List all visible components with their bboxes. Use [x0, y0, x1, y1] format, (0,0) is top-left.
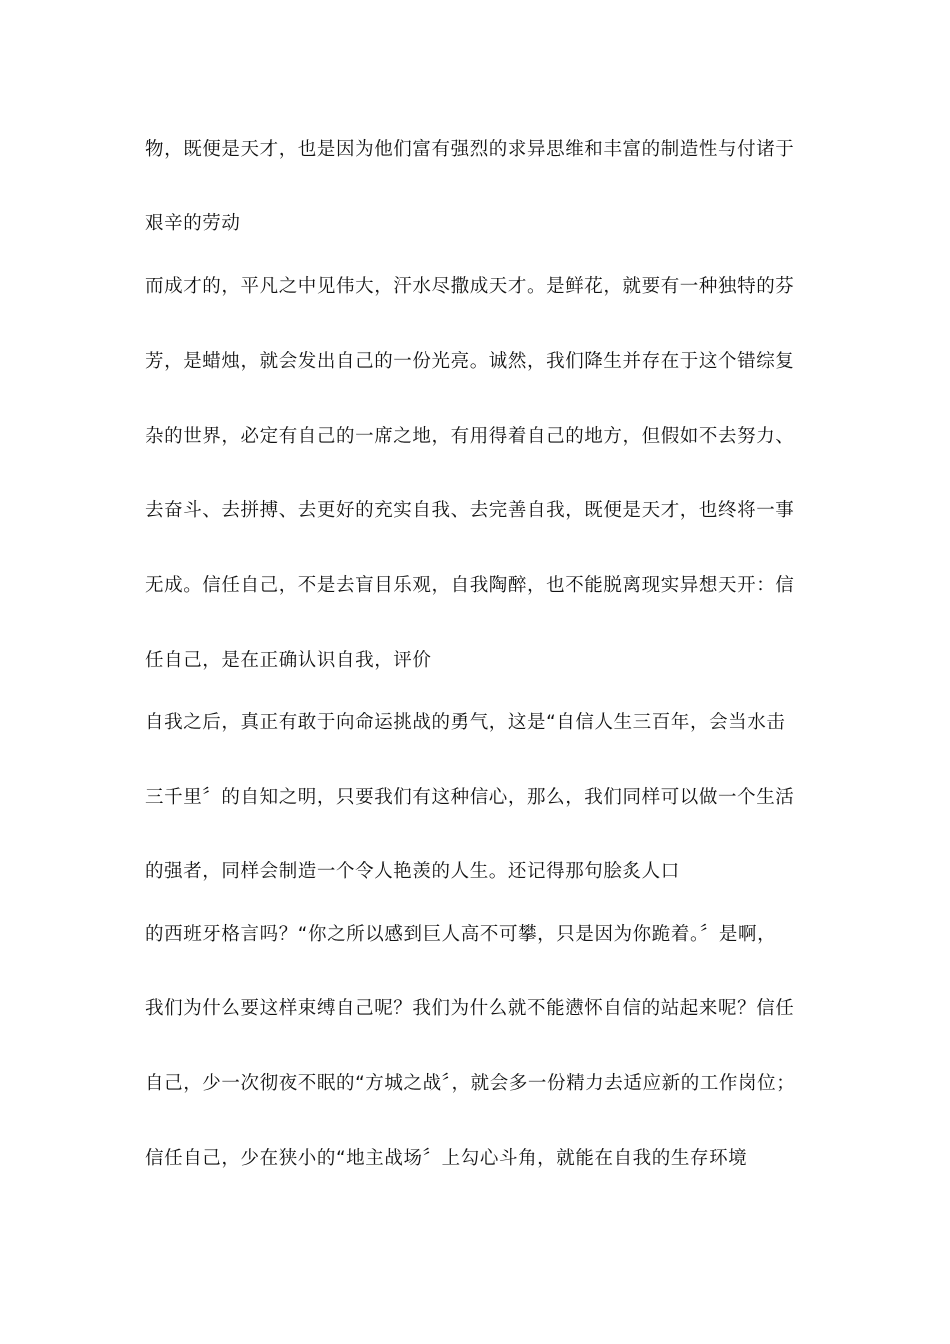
text-line: 三千里〞的自知之明，只要我们有这种信心，那么，我们同样可以做一个生活: [145, 787, 795, 808]
text-line: 的西班牙格言吗？“你之所以感到巨人高不可攀，只是因为你跪着。〞是啊，: [145, 924, 777, 945]
text-line: 我们为什么要这样束缚自己呢？我们为什么就不能懑怀自信的站起来呢？信任: [145, 998, 795, 1019]
text-line: 信任自己，少在狭小的“地主战场〞上勾心斗角，就能在自我的生存环境: [145, 1148, 748, 1169]
text-line: 的强者，同样会制造一个令人艳羡的人生。还记得那句脍炙人口: [145, 861, 680, 882]
text-line: 任自己，是在正确认识自我，评价: [145, 650, 432, 671]
text-line: 杂的世界，必定有自己的一席之地，有用得着自己的地方，但假如不去努力、: [145, 426, 795, 447]
text-line: 芳，是蜡烛，就会发出自己的一份光亮。诚然，我们降生并存在于这个错综复: [145, 351, 795, 372]
text-line: 去奋斗、去拼搏、去更好的充实自我、去完善自我，既便是天才，也终将一事: [145, 500, 795, 521]
text-line: 自我之后，真正有敢于向命运挑战的勇气，这是“自信人生三百年，会当水击: [145, 712, 786, 733]
text-line: 物，既便是天才，也是因为他们富有强烈的求异思维和丰富的制造性与付诸于: [145, 139, 795, 160]
text-line: 自己，少一次彻夜不眠的“方城之战〞，就会多一份精力去适应新的工作岗位；: [145, 1073, 796, 1094]
text-line: 艰辛的劳动: [145, 213, 241, 234]
text-line: 而成才的，平凡之中见伟大，汗水尽撒成天才。是鲜花，就要有一种独特的芬: [145, 276, 795, 297]
text-line: 无成。信任自己，不是去盲目乐观，自我陶醉，也不能脱离现实异想天开：信: [145, 575, 795, 596]
